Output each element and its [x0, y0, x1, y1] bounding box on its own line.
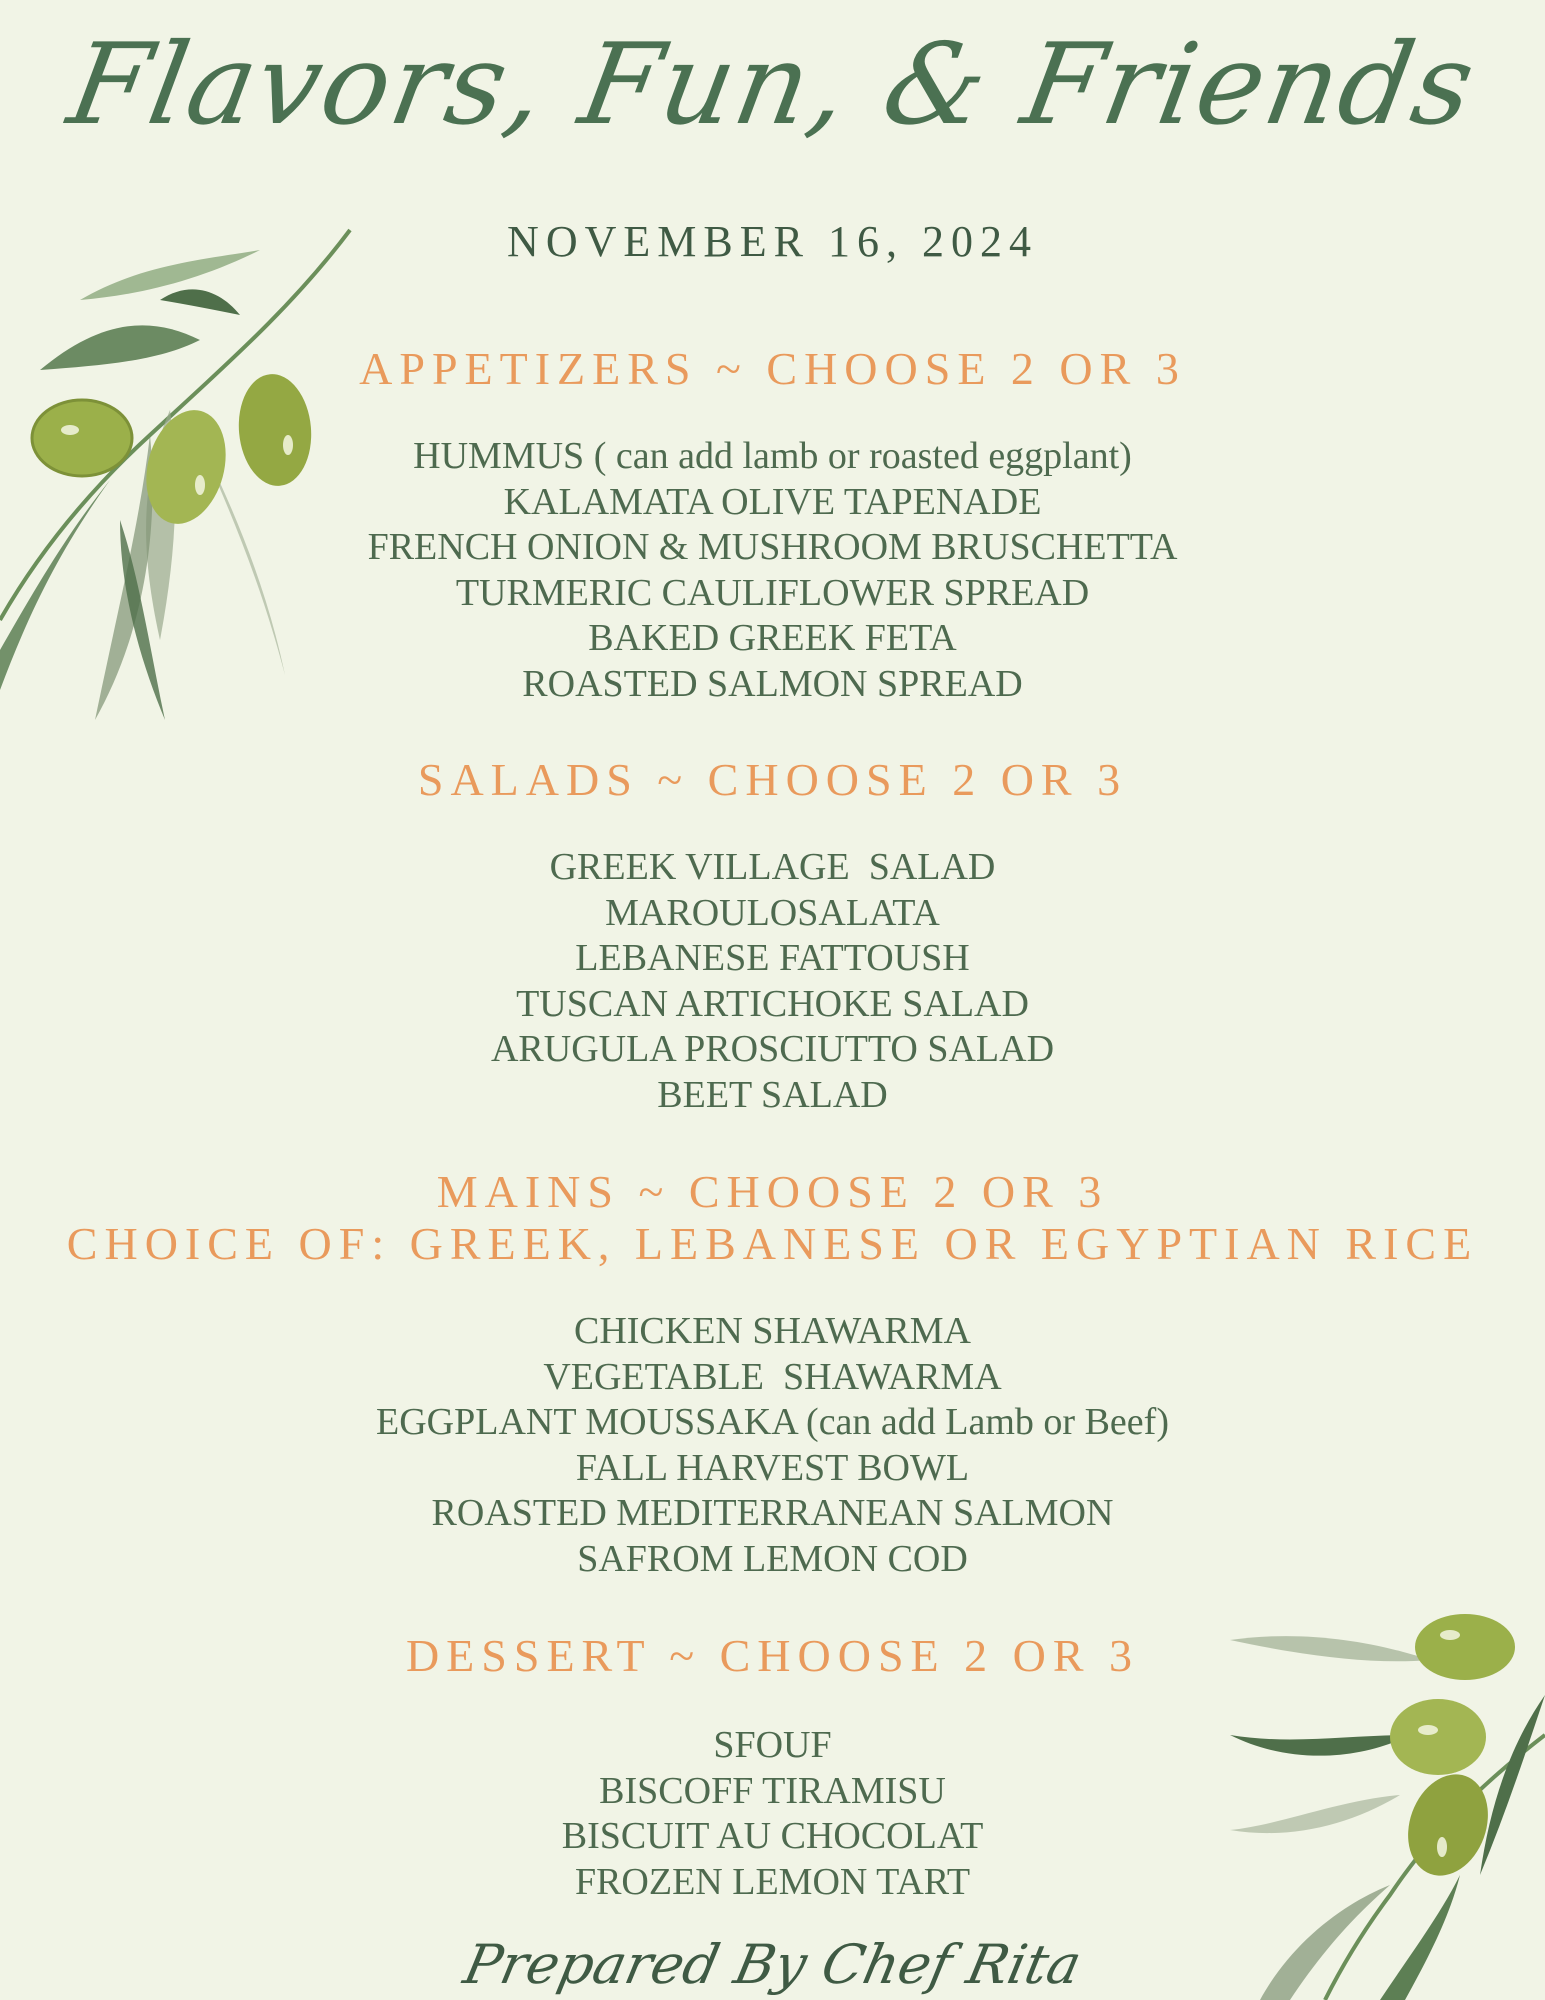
list-item: VEGETABLE SHAWARMA	[543, 1355, 1002, 1398]
list-item: TUSCAN ARTICHOKE SALAD	[516, 982, 1029, 1025]
list-item: BEET SALAD	[657, 1073, 888, 1116]
list-item: ROASTED SALMON SPREAD	[522, 662, 1023, 705]
dessert-list	[0, 1723, 1545, 1905]
dessert-heading: DESSERT ~ CHOOSE 2 OR 3	[405, 1630, 1140, 1681]
list-item: GREEK VILLAGE SALAD	[549, 846, 996, 888]
list-item: MAROULOSALATA	[605, 891, 940, 934]
list-item: BISCUIT AU CHOCOLAT	[561, 1815, 984, 1857]
mains-heading: MAINS ~ CHOOSE 2 OR 3	[436, 1166, 1109, 1217]
list-item: ARUGULA PROSCIUTTO SALAD	[490, 1028, 1055, 1070]
list-item: FALL HARVEST BOWL	[575, 1446, 970, 1489]
list-item: FRENCH ONION & MUSHROOM BRUSCHETTA	[367, 526, 1178, 568]
list-item: SFOUF	[713, 1724, 832, 1766]
mains-rice-choice: CHOICE OF: GREEK, LEBANESE OR EGYPTIAN RICE	[66, 1218, 1479, 1269]
appetizers-list	[0, 434, 1545, 707]
appetizers-heading: APPETIZERS ~ CHOOSE 2 OR 3	[359, 343, 1186, 394]
list-item: BISCOFF TIRAMISU	[599, 1769, 946, 1812]
list-item: EGGPLANT MOUSSAKA (can add Lamb or Beef)	[376, 1401, 1169, 1443]
salads-heading: SALADS ~ CHOOSE 2 OR 3	[417, 754, 1128, 805]
list-item: TURMERIC CAULIFLOWER SPREAD	[455, 571, 1090, 614]
event-date: NOVEMBER 16, 2024	[507, 217, 1038, 266]
list-item: BAKED GREEK FETA	[588, 617, 957, 659]
list-item: SAFROM LEMON COD	[577, 1537, 968, 1580]
list-item: ROASTED MEDITERRANEAN SALMON	[431, 1492, 1114, 1534]
salads-list	[0, 845, 1545, 1118]
list-item: HUMMUS ( can add lamb or roasted eggplant)	[413, 435, 1132, 477]
list-item: KALAMATA OLIVE TAPENADE	[503, 480, 1042, 523]
chef-signature: Prepared By Chef Rita	[458, 1933, 1087, 1996]
list-item: LEBANESE FATTOUSH	[575, 937, 970, 979]
mains-list	[0, 1309, 1545, 1582]
list-item: FROZEN LEMON TART	[574, 1860, 971, 1903]
list-item: CHICKEN SHAWARMA	[573, 1310, 972, 1352]
menu-title: Flavors, Fun, & Friends	[59, 20, 1486, 150]
